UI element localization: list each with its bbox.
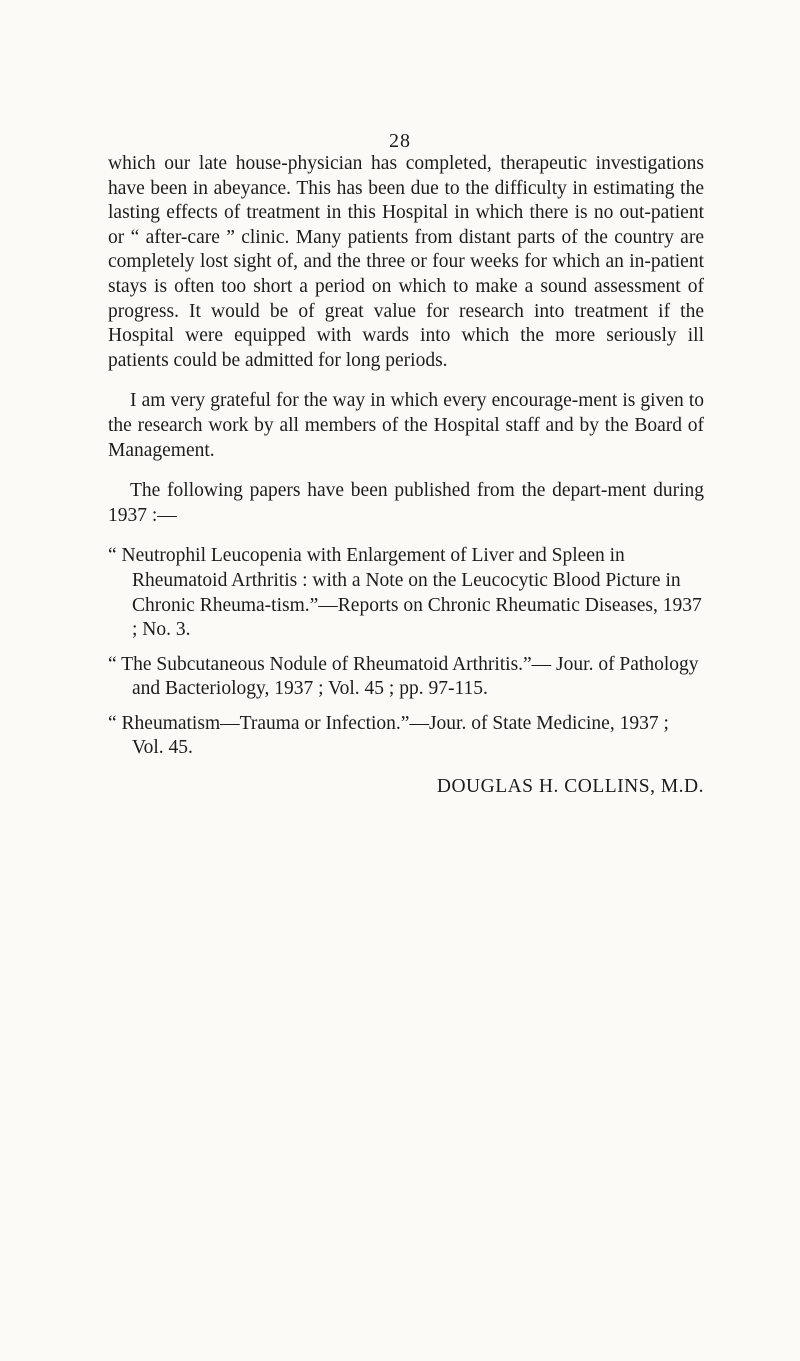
publication-item: “ The Subcutaneous Nodule of Rheumatoid Arthritis.”— Jour. of Pathology and Bacteriology, 1937 ; Vol. 45 ; pp. 97-115. [108, 653, 699, 700]
publication-item: “ Neutrophil Leucopenia with Enlargement of Liver and Spleen in Rheumatoid Arthritis : with a Note on the Leucocytic Blood Picture in Chronic Rheuma-tism.”—Reports on Chronic Rheumatic Diseases, 1937 ; No. 3. [108, 545, 702, 641]
paragraph-publications-intro: The following papers have been published from the depart-ment during 1937 :— [108, 480, 704, 526]
publication-list [108, 544, 704, 761]
paragraph-research-status: which our late house-physician has completed, therapeutic investigations have been in abeyance. This has been due to the difficulty in estimating the lasting effects of treatment in this Hospital in which there is no out-patient or “ after-care ” clinic. Many patients from distant parts of the country are completely lost sight of, and the three or four weeks for which an in-patient stays is often too short a period on which to make a sound assessment of progress. It would be of great value for research into treatment if the Hospital were equipped with wards into which the more seriously ill patients could be admitted for long periods. [108, 153, 704, 371]
author-signature: DOUGLAS H. COLLINS, M.D. [436, 776, 704, 798]
page-number: 28 [389, 130, 411, 152]
paragraph-gratitude: I am very grateful for the way in which every encourage-ment is given to the research work by all members of the Hospital staff and by the Board of Management. [108, 390, 704, 461]
page-body [108, 152, 704, 800]
publication-item: “ Rheumatism—Trauma or Infection.”—Jour. of State Medicine, 1937 ; Vol. 45. [108, 712, 669, 759]
